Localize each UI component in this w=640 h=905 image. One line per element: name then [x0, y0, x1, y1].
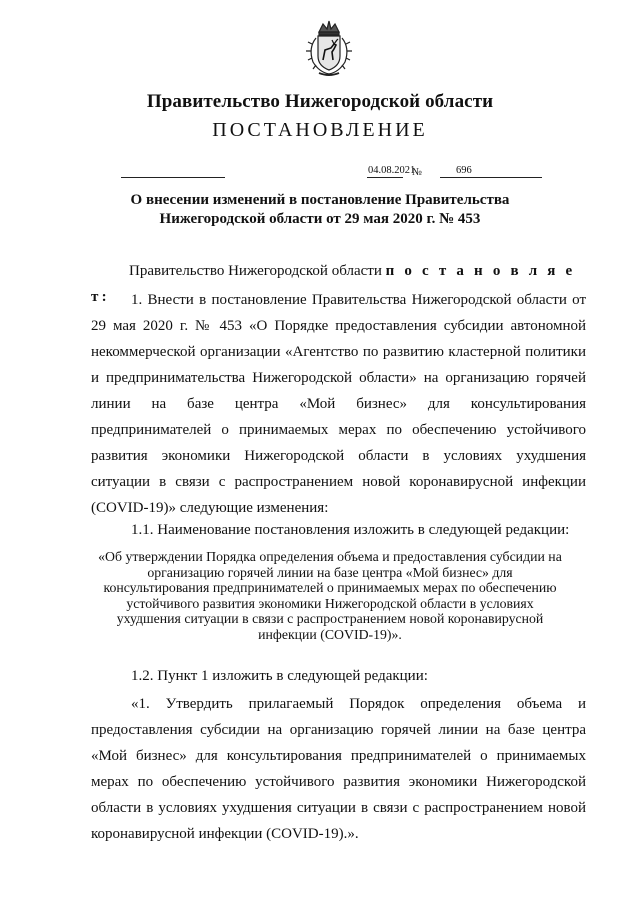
number-label: №: [412, 167, 423, 178]
quoted-title: «Об утверждении Порядка определения объема и предоставления субсидии на организацию горячей линии на базе центра «Мой бизнес» для консультирования предпринимателей о принимаемых мерах по обеспечению устойчивого развития экономики Нижегородской области в условиях ухудшения ситуации в связи с распространением новой коронавирусной инфекции (COVID-19)».: [98, 549, 562, 642]
document-number: 696: [456, 165, 472, 176]
paragraph-1: 1. Внести в постановление Правительства Нижегородской области от 29 мая 2020 г. № 453 «О Порядке предоставления субсидии автономной некоммерческой организации «Агентство по развитию кластерной политики и предпринимательства Нижегородской области» на организацию горячей линии на базе центра «Мой бизнес» для консультирования предпринимателей о принимаемых мерах по обеспечению устойчивого развития экономики Нижегородской области в условиях ухудшения ситуации в связи с распространением новой коронавирусной инфекции (COVID-19)» следующие изменения:: [91, 292, 586, 516]
heading-line-2: Нижегородской области от 29 мая 2020 г. № 453: [159, 211, 481, 227]
intro-prefix: Правительство Нижегородской области: [129, 263, 382, 279]
date-underline-left: [121, 177, 225, 178]
intro-verb: п о с т а н о в л я е т:: [91, 263, 576, 305]
government-name: Правительство Нижегородской области: [146, 91, 494, 112]
document-type: ПОСТАНОВЛЕНИЕ: [212, 119, 428, 141]
paragraph-1-1: 1.1. Наименование постановления изложить в следующей редакции:: [131, 522, 570, 538]
document-date: 04.08.2021: [368, 165, 416, 176]
paragraph-1-2: 1.2. Пункт 1 изложить в следующей редакции:: [131, 668, 428, 684]
number-underline: [440, 177, 542, 178]
paragraph-1-2-text: «1. Утвердить прилагаемый Порядок определения объема и предоставления субсидии на организацию горячей линии на базе центра «Мой бизнес» для консультирования предпринимателей о принимаемых мерах по обеспечению устойчивого развития экономики Нижегородской области в условиях ухудшения ситуации в связи с распространением новой коронавирусной инфекции (COVID-19).».: [91, 696, 586, 842]
heading-line-1: О внесении изменений в постановление Правительства: [130, 192, 510, 208]
coat-of-arms-icon: [301, 18, 357, 78]
date-underline: [367, 177, 403, 178]
document-heading: [0, 191, 640, 229]
